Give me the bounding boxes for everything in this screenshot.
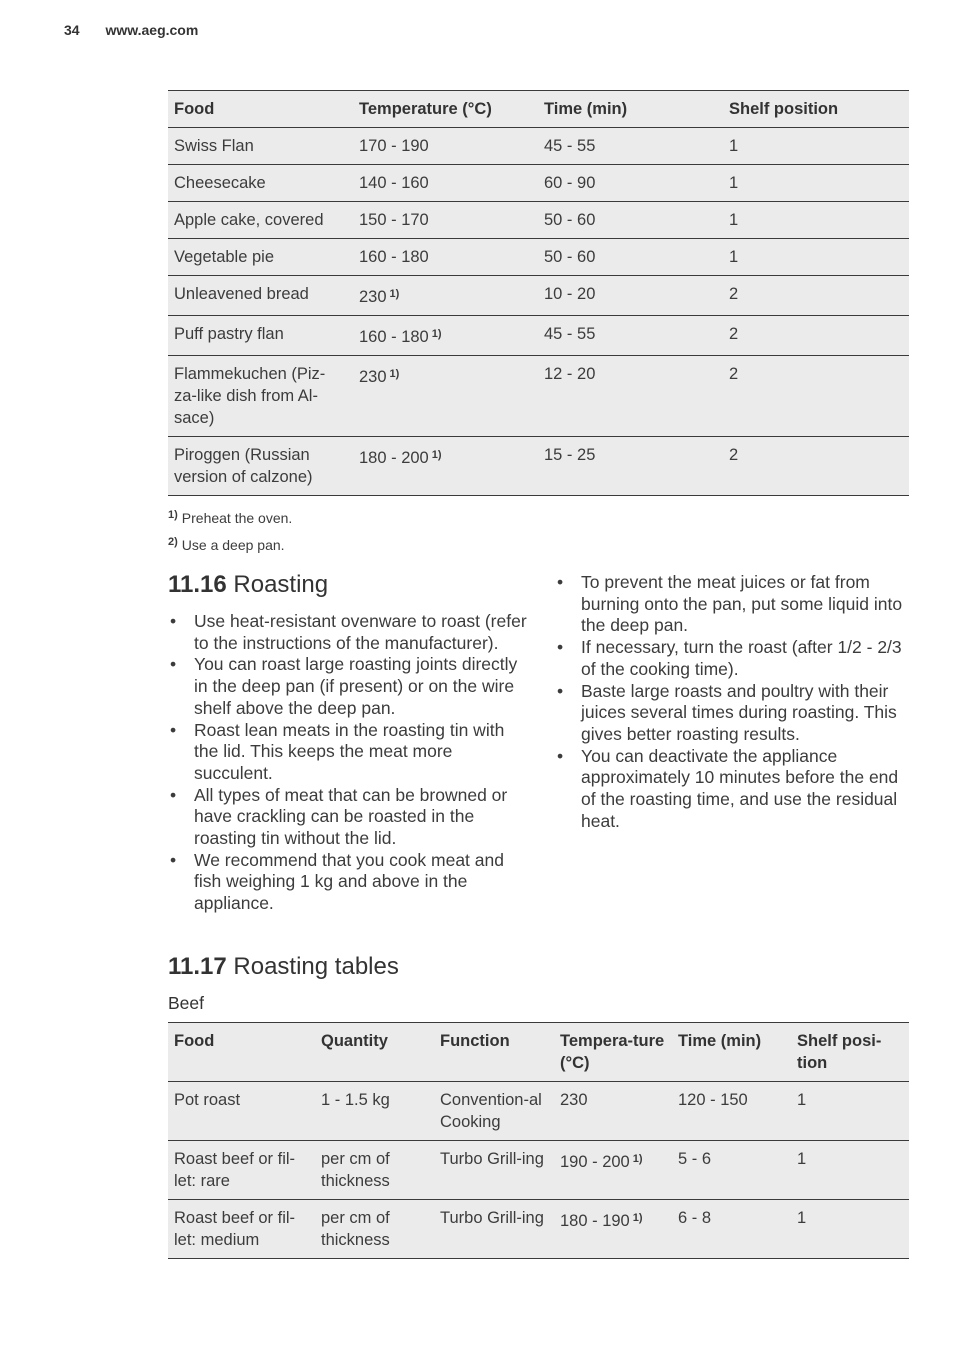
footnote-ref: 1)	[431, 328, 442, 340]
temperature-cell	[353, 437, 538, 496]
section-title: Roasting tables	[233, 953, 399, 980]
baking-table	[168, 90, 909, 496]
time-cell: 12 - 20	[538, 356, 723, 437]
roasting-tips-right	[555, 572, 913, 832]
page-header	[64, 22, 198, 38]
food-cell: Flammekuchen (Piz-za-like dish from Al-sace)	[168, 356, 353, 437]
food-cell: Vegetable pie	[168, 239, 353, 276]
time-cell: 120 - 150	[672, 1082, 791, 1141]
quantity-cell: per cm of thickness	[315, 1141, 434, 1200]
table-row	[168, 356, 909, 437]
temperature-cell	[353, 276, 538, 316]
temperature-cell	[554, 1200, 672, 1259]
footnote	[168, 503, 292, 530]
column-header: Quantity	[315, 1023, 434, 1082]
footnote-ref: 1)	[431, 449, 442, 461]
temperature-cell	[554, 1082, 672, 1141]
bullet-item: • We recommend that you cook meat and fish weighing 1 kg and above in the appliance.	[168, 850, 528, 915]
bullet-item: • You can deactivate the appliance approximately 10 minutes before the end of the roasting time, and use the residual heat.	[555, 746, 913, 833]
bullet-item: • To prevent the meat juices or fat from burning onto the pan, put some liquid into the deep pan.	[555, 572, 913, 637]
table-header-row	[168, 1023, 909, 1082]
column-header: Shelf position	[723, 91, 909, 128]
section-heading-roasting-tables	[168, 953, 399, 981]
footnote	[168, 530, 292, 557]
function-cell: Turbo Grill-ing	[434, 1200, 554, 1259]
temperature-value: 160 - 180	[359, 328, 429, 346]
temperature-value: 170 - 190	[359, 137, 429, 155]
column-header: Food	[168, 1023, 315, 1082]
shelf-cell: 2	[723, 437, 909, 496]
footnote-text: Use a deep pan.	[181, 537, 285, 553]
table-row	[168, 239, 909, 276]
temperature-cell	[353, 316, 538, 356]
time-cell: 50 - 60	[538, 202, 723, 239]
temperature-value: 160 - 180	[359, 248, 429, 266]
column-header: Food	[168, 91, 353, 128]
column-header: Time (min)	[672, 1023, 791, 1082]
time-cell: 60 - 90	[538, 165, 723, 202]
section-number: 11.17	[168, 953, 227, 980]
time-cell: 10 - 20	[538, 276, 723, 316]
table-row	[168, 165, 909, 202]
shelf-cell: 1	[723, 239, 909, 276]
temperature-value: 140 - 160	[359, 174, 429, 192]
time-cell: 15 - 25	[538, 437, 723, 496]
food-cell: Swiss Flan	[168, 128, 353, 165]
subheading-beef: Beef	[168, 993, 204, 1013]
table-row	[168, 276, 909, 316]
time-cell: 50 - 60	[538, 239, 723, 276]
column-header: Tempera-ture (°C)	[554, 1023, 672, 1082]
column-header: Temperature (°C)	[353, 91, 538, 128]
footnote-ref: 1)	[389, 288, 400, 300]
table-row	[168, 1200, 909, 1259]
temperature-value: 180 - 200	[359, 449, 429, 467]
temperature-value: 230	[359, 288, 387, 306]
shelf-cell: 1	[723, 165, 909, 202]
bullet-item: • Use heat-resistant ovenware to roast (refer to the instructions of the manufacturer).	[168, 611, 528, 654]
website-url: www.aeg.com	[105, 22, 199, 38]
food-cell: Puff pastry flan	[168, 316, 353, 356]
food-cell: Piroggen (Russian version of calzone)	[168, 437, 353, 496]
section-heading-roasting	[168, 571, 328, 599]
bullet-item: • Roast lean meats in the roasting tin with the lid. This keeps the meat more succulent.	[168, 720, 528, 785]
column-header: Shelf posi-tion	[791, 1023, 909, 1082]
bullet-item: • If necessary, turn the roast (after 1/2 - 2/3 of the cooking time).	[555, 637, 913, 680]
footnote-text: Preheat the oven.	[181, 510, 293, 526]
quantity-cell: 1 - 1.5 kg	[315, 1082, 434, 1141]
food-cell: Apple cake, covered	[168, 202, 353, 239]
shelf-cell: 2	[723, 276, 909, 316]
temperature-value: 180 - 190	[560, 1212, 630, 1230]
table-row	[168, 1141, 909, 1200]
section-number: 11.16	[168, 571, 227, 598]
food-cell: Pot roast	[168, 1082, 315, 1141]
function-cell: Convention-al Cooking	[434, 1082, 554, 1141]
shelf-cell: 1	[723, 202, 909, 239]
time-cell: 45 - 55	[538, 128, 723, 165]
page-number: 34	[64, 22, 80, 38]
shelf-cell: 1	[791, 1200, 909, 1259]
bullet-item: • You can roast large roasting joints directly in the deep pan (if present) or on the wire shelf above the deep pan.	[168, 654, 528, 719]
function-cell: Turbo Grill-ing	[434, 1141, 554, 1200]
temperature-cell	[353, 165, 538, 202]
temperature-cell	[353, 356, 538, 437]
temperature-cell	[353, 202, 538, 239]
footnote-ref: 1)	[632, 1153, 643, 1165]
footnote-mark: 1)	[168, 509, 178, 521]
table-row	[168, 128, 909, 165]
footnote-ref: 1)	[389, 368, 400, 380]
shelf-cell: 2	[723, 316, 909, 356]
shelf-cell: 1	[791, 1082, 909, 1141]
bullet-item: • Baste large roasts and poultry with their juices several times during roasting. This gives better roasting results.	[555, 681, 913, 746]
table-row	[168, 437, 909, 496]
column-header: Time (min)	[538, 91, 723, 128]
temperature-value: 190 - 200	[560, 1153, 630, 1171]
table-row	[168, 202, 909, 239]
temperature-cell	[353, 128, 538, 165]
shelf-cell: 1	[791, 1141, 909, 1200]
temperature-cell	[353, 239, 538, 276]
beef-roasting-table	[168, 1022, 909, 1259]
table-row	[168, 1082, 909, 1141]
bullet-item: • All types of meat that can be browned or have crackling can be roasted in the roasting tin without the lid.	[168, 785, 528, 850]
temperature-value: 150 - 170	[359, 211, 429, 229]
shelf-cell: 1	[723, 128, 909, 165]
food-cell: Cheesecake	[168, 165, 353, 202]
footnote-mark: 2)	[168, 536, 178, 548]
table-footnotes	[168, 503, 292, 557]
roasting-tips-left	[168, 611, 528, 915]
quantity-cell: per cm of thickness	[315, 1200, 434, 1259]
time-cell: 45 - 55	[538, 316, 723, 356]
food-cell: Roast beef or fil-let: rare	[168, 1141, 315, 1200]
shelf-cell: 2	[723, 356, 909, 437]
temperature-cell	[554, 1141, 672, 1200]
temperature-value: 230	[359, 368, 387, 386]
footnote-ref: 1)	[632, 1212, 643, 1224]
time-cell: 6 - 8	[672, 1200, 791, 1259]
table-row	[168, 316, 909, 356]
time-cell: 5 - 6	[672, 1141, 791, 1200]
column-header: Function	[434, 1023, 554, 1082]
food-cell: Roast beef or fil-let: medium	[168, 1200, 315, 1259]
table-header-row	[168, 91, 909, 128]
section-title: Roasting	[233, 571, 329, 598]
food-cell: Unleavened bread	[168, 276, 353, 316]
temperature-value: 230	[560, 1091, 588, 1109]
